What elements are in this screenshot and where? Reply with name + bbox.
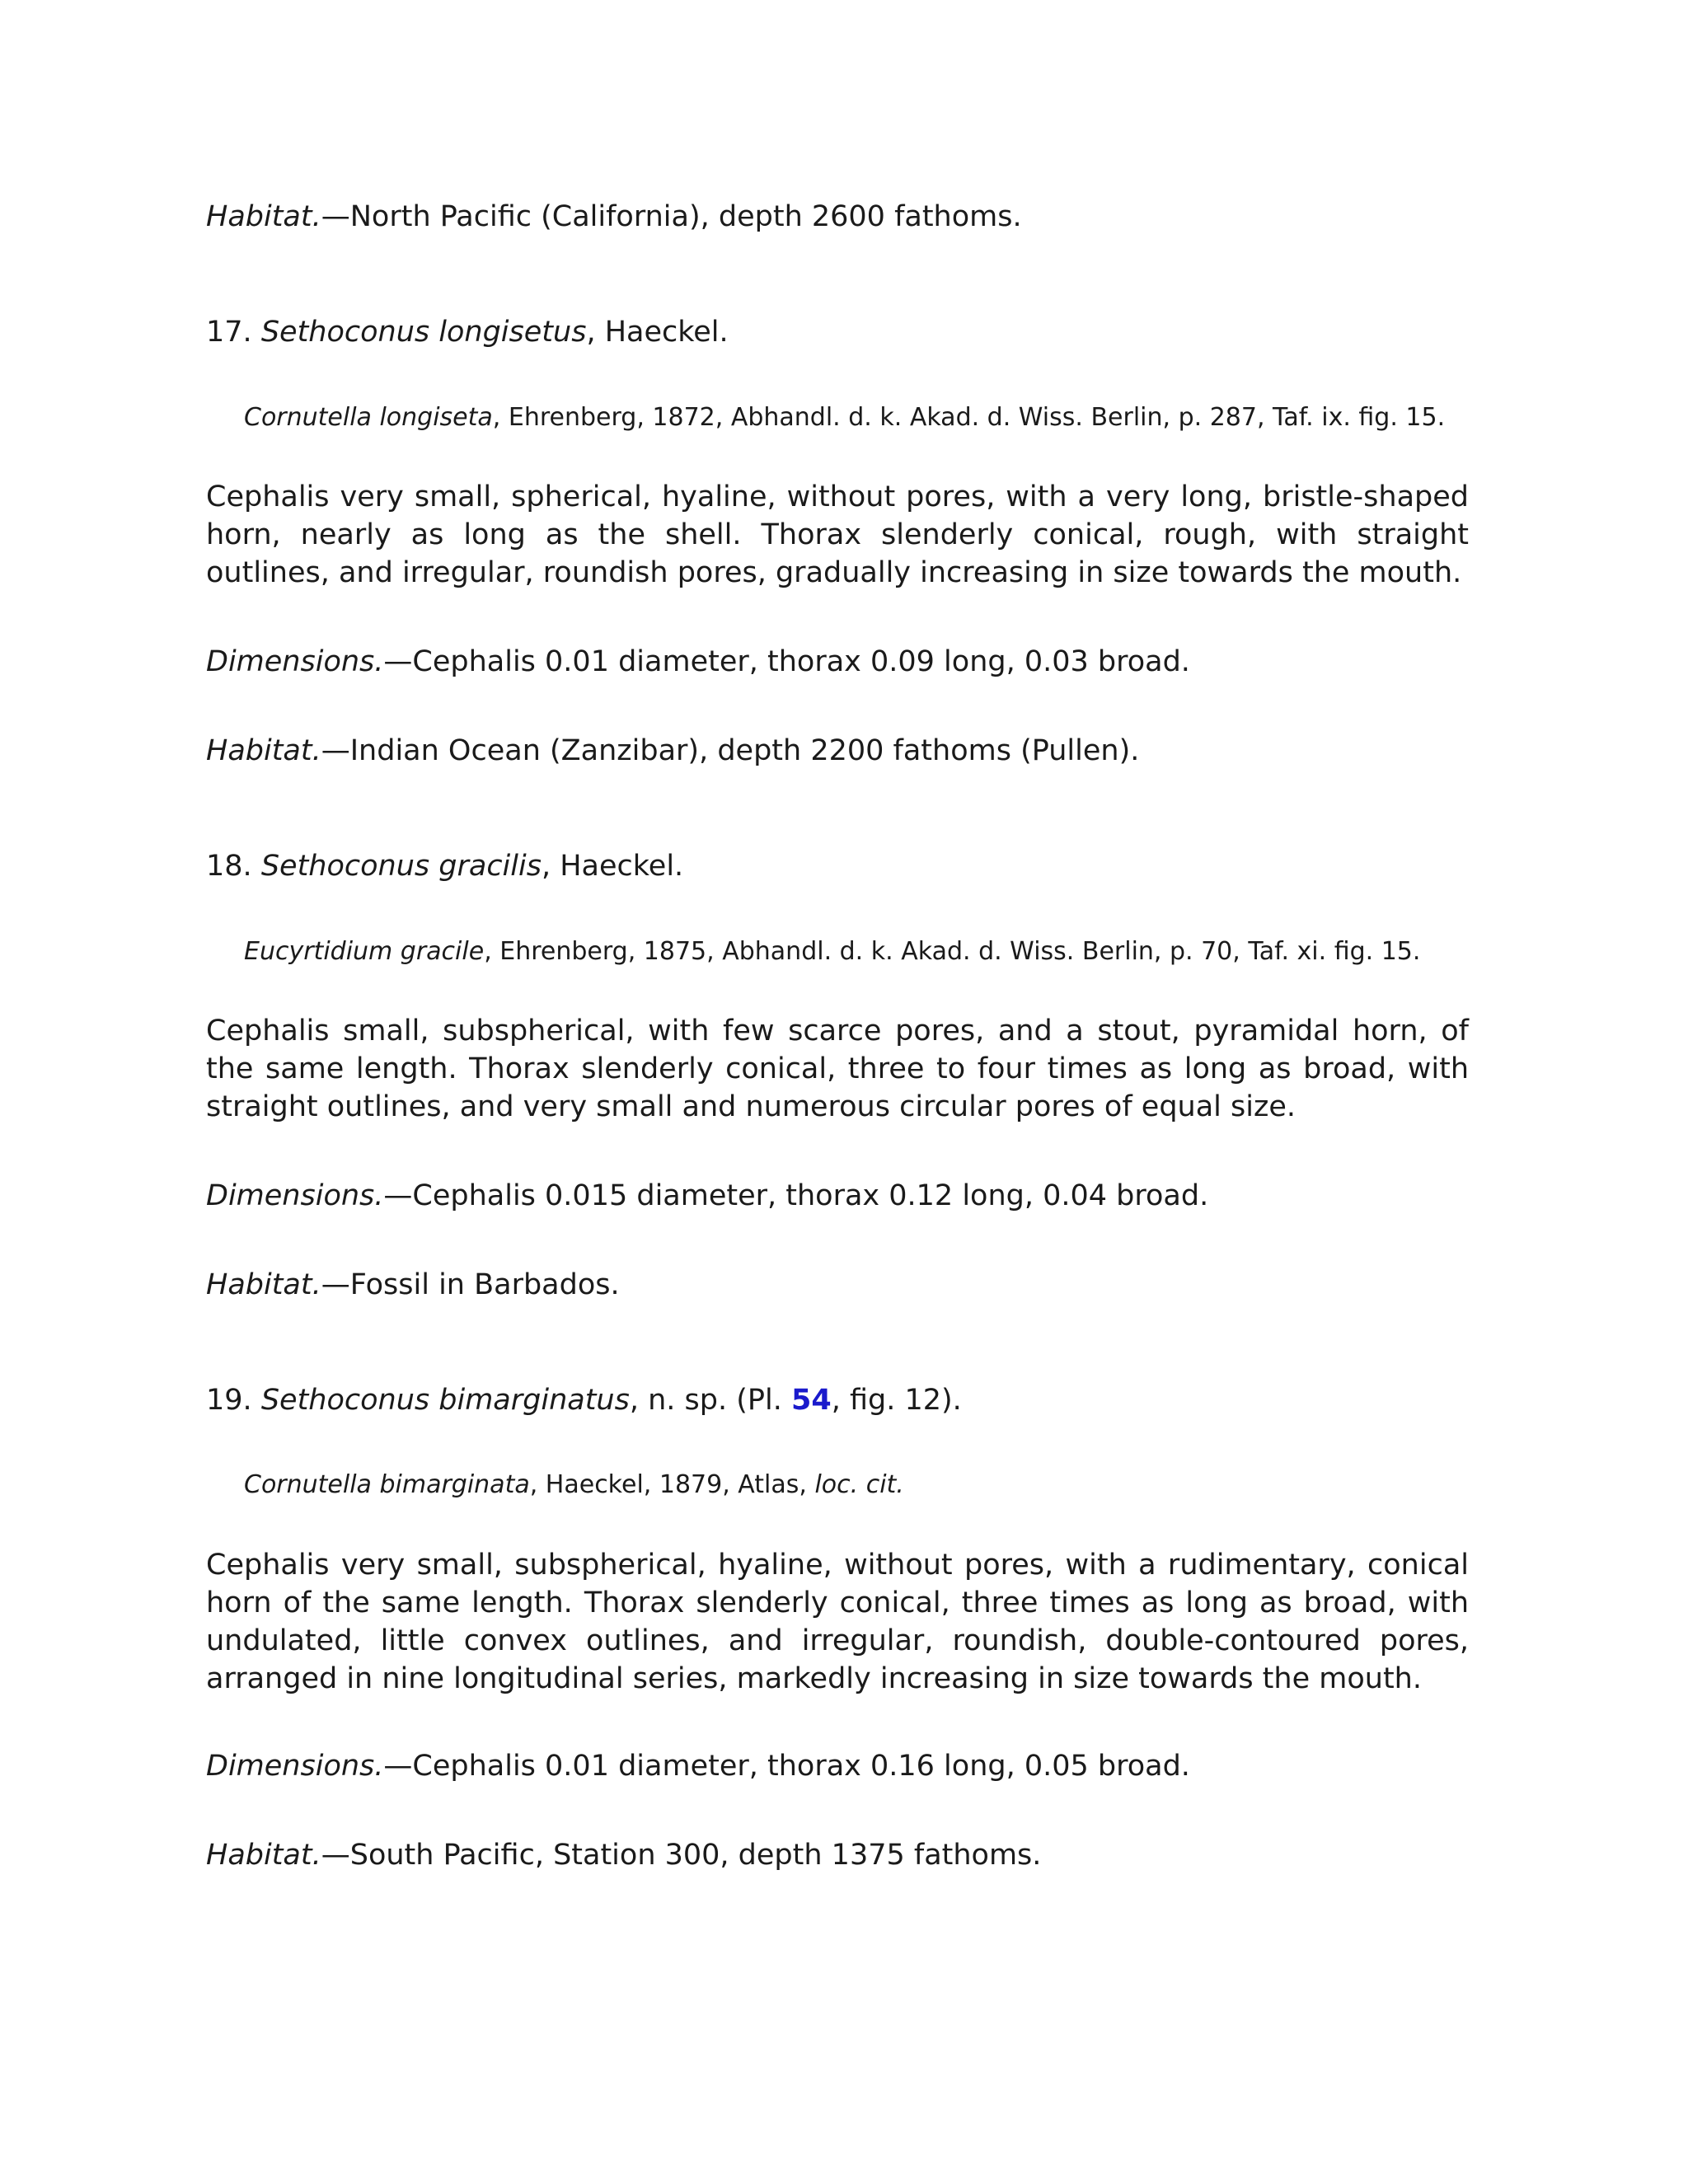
plate-link[interactable]: 54	[790, 1384, 832, 1417]
synonym-reference: , Ehrenberg, 1872, Abhandl. d. k. Akad. d. Wiss. Berlin, p. 287, Taf. ix. fig. 15.	[492, 403, 1446, 432]
dimensions-label: Dimensions.	[206, 645, 384, 678]
dimensions-text: —Cephalis 0.015 diameter, thorax 0.12 long, 0.04 broad.	[383, 1179, 1209, 1212]
synonym-name: Eucyrtidium gracile	[244, 937, 485, 966]
species-author: , Haeckel.	[586, 316, 729, 349]
synonym-name: Cornutella longiseta	[244, 403, 493, 432]
habitat-label: Habitat.	[206, 734, 321, 767]
dimensions-line	[206, 1177, 1208, 1215]
species-number: 17.	[206, 316, 252, 349]
habitat-label: Habitat.	[206, 200, 321, 233]
species-author-pre: , n. sp. (Pl.	[629, 1384, 791, 1417]
dimensions-text: —Cephalis 0.01 diameter, thorax 0.09 long, 0.03 broad.	[383, 645, 1190, 678]
habitat-text: —North Pacific (California), depth 2600 fathoms.	[321, 200, 1022, 233]
synonym-line	[244, 1469, 904, 1502]
habitat-text: —Fossil in Barbados.	[321, 1268, 620, 1301]
dimensions-text: —Cephalis 0.01 diameter, thorax 0.16 long, 0.05 broad.	[383, 1750, 1190, 1783]
habitat-text: —South Pacific, Station 300, depth 1375 fathoms.	[321, 1839, 1042, 1872]
habitat-label: Habitat.	[206, 1268, 321, 1301]
habitat-line	[206, 198, 1022, 236]
dimensions-line	[206, 1747, 1190, 1785]
species-heading	[206, 847, 683, 885]
synonym-reference: , Haeckel, 1879, Atlas,	[529, 1470, 815, 1499]
habitat-line	[206, 1266, 620, 1304]
species-heading	[206, 313, 729, 351]
synonym-line	[244, 935, 1420, 968]
dimensions-label: Dimensions.	[206, 1750, 384, 1783]
habitat-text: —Indian Ocean (Zanzibar), depth 2200 fathoms (Pullen).	[321, 734, 1140, 767]
species-author-post: , fig. 12).	[831, 1384, 962, 1417]
species-description: Cephalis small, subspherical, with few scarce pores, and a stout, pyramidal horn, of the same length. Thorax slenderly conical, three to four times as long as broad, with straight outlines, and very small and numerous circular pores of equal size.	[206, 1015, 1469, 1123]
species-number: 19.	[206, 1384, 252, 1417]
species-description: Cephalis very small, subspherical, hyaline, without pores, with a rudimentary, conical horn of the same length. Thorax slenderly conical, three times as long as broad, with undulated, little convex outlines, and irregular, roundish, double-contoured pores, arranged in nine longitudinal series, markedly increasing in size towards the mouth.	[206, 1549, 1469, 1695]
synonym-loc-cit: loc. cit.	[814, 1470, 904, 1499]
species-name: Sethoconus bimarginatus	[260, 1384, 630, 1417]
habitat-label: Habitat.	[206, 1839, 321, 1872]
species-heading	[206, 1381, 962, 1419]
habitat-line	[206, 732, 1139, 770]
dimensions-label: Dimensions.	[206, 1179, 384, 1212]
dimensions-line	[206, 643, 1190, 681]
species-name: Sethoconus gracilis	[260, 850, 542, 883]
synonym-name: Cornutella bimarginata	[244, 1470, 530, 1499]
species-description: Cephalis very small, spherical, hyaline, without pores, with a very long, bristle-shaped horn, nearly as long as the shell. Thorax slenderly conical, rough, with straight outlines, and irregular, roundish pores, gradually increasing in size towards the mouth.	[206, 480, 1469, 589]
synonym-reference: , Ehrenberg, 1875, Abhandl. d. k. Akad. d. Wiss. Berlin, p. 70, Taf. xi. fig. 15.	[484, 937, 1421, 966]
species-author: , Haeckel.	[541, 850, 684, 883]
species-number: 18.	[206, 850, 252, 883]
species-name: Sethoconus longisetus	[260, 316, 587, 349]
synonym-line	[244, 401, 1445, 434]
habitat-line	[206, 1836, 1041, 1874]
